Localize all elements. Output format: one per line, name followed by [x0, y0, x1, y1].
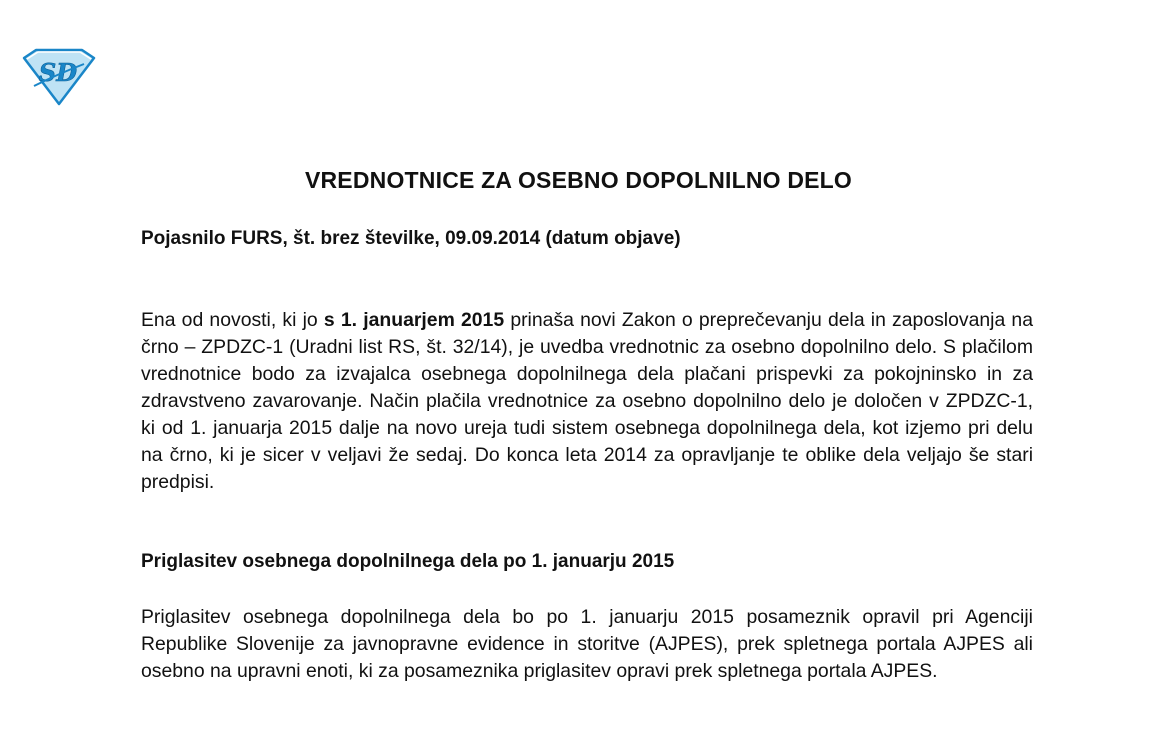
intro-rest-text: prinaša novi Zakon o preprečevanju dela in zaposlovanja na črno – ZPDZC-1 (Uradni list RS, št. 32/14), je uvedba vrednotnic za osebno dopolnilno delo. S plačilom vrednotnice bodo za izvajalca osebnega dopolnilnega dela plačani prispevki za pokojninsko in za zdravstveno zavarovanje. Način plačila vrednotnice za osebno dopolnilno delo je določen v ZPDZC-1, ki od 1. januarja 2015 dalje na novo ureja tudi sistem osebnega dopolnilnega dela, kot izjemo pri delu na črno, ki je sicer v veljavi že sedaj. Do konca leta 2014 za opravljanje te oblike dela veljajo še stari predpisi. — [141, 309, 1034, 493]
sd-logo-icon — [22, 48, 96, 106]
intro-paragraph — [141, 307, 1033, 496]
document-title: VREDNOTNICE ZA OSEBNO DOPOLNILNO DELO — [304, 167, 853, 193]
intro-emphasis-date: s 1. januarjem 2015 — [323, 309, 505, 331]
intro-lead-text: Ena od novosti, ki jo — [141, 309, 324, 331]
svg-text:SD: SD — [38, 58, 78, 87]
document-subtitle: Pojasnilo FURS, št. brez številke, 09.09.2014 (datum objave) — [141, 228, 681, 249]
registration-paragraph: Priglasitev osebnega dopolnilnega dela bo po 1. januarju 2015 posameznik opravil pri Agenciji Republike Slovenije za javnopravne evidence in storitve (AJPES), prek spletnega portala AJPES ali osebno na upravni enoti, ki za posameznika priglasitev opravi prek spletnega portala AJPES. — [141, 606, 1033, 682]
section-heading: Priglasitev osebnega dopolnilnega dela po 1. januarju 2015 — [141, 551, 675, 572]
